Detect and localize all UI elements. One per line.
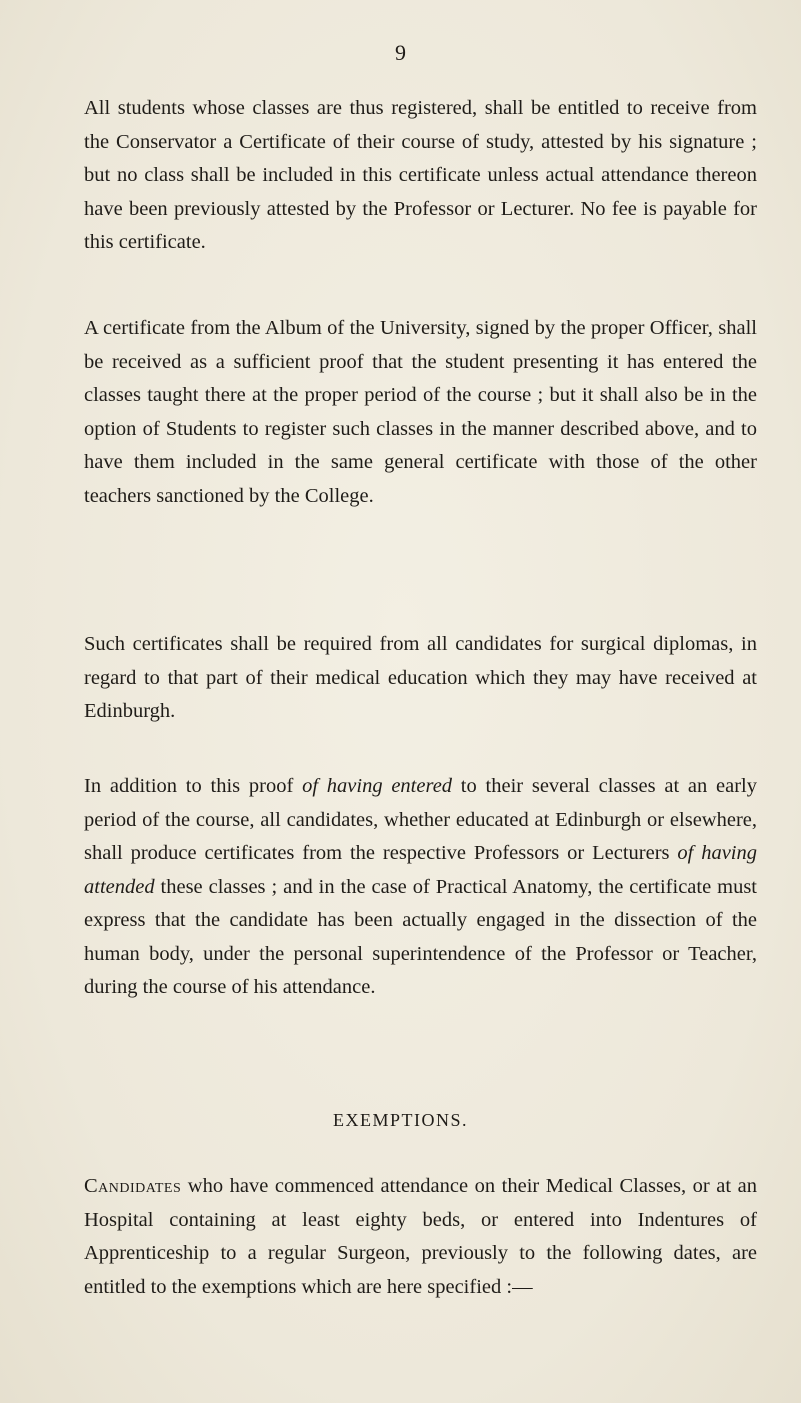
paragraph-attendance-proof-text [60,770,757,1005]
paragraph-registration-text: All students whose classes are thus registered, shall be entitled to receive from the Conservator a Certificate of their course of study, attested by his signature ; but no class shall be included in this certificate unless actual attendance thereon have been previously attested by the Professor or Lecturer. No fee is payable for this certificate. [84,97,757,253]
page-number: 9 [395,40,406,65]
paragraph-exemptions-text [60,1170,757,1304]
attendance-text-b: to their several classes at an early period of the course, all candidates, whether educated at Edinburgh or elsewhere, shall produce certificates from the respective Professors or Lecturers [84,775,757,864]
exemptions-text: who have commenced attendance on their Medical Classes, or at an Hospital containing at least eighty beds, or entered into Indentures of Apprenticeship to a regular Surgeon, previously to the following dates, are entitled to the exemptions which are here specified :— [84,1175,757,1298]
paragraph-album-certificate [60,312,757,513]
section-heading-exemptions: EXEMPTIONS. [332,1110,468,1130]
paragraph-surgical-diplomas [60,628,757,729]
paragraph-surgical-diplomas-text: Such certificates shall be required from all candidates for surgical diplomas, in regard to that part of their medical education which they may have received at Edinburgh. [84,633,757,722]
attendance-text-c: these classes ; and in the case of Practical Anatomy, the certificate must express that the candidate has been actually engaged in the dissection of the human body, under the personal superintendence of the Professor or Teacher, during the course of his attendance. [84,875,757,998]
paragraph-attendance-proof [60,770,757,1005]
paragraph-registration [60,92,757,260]
emphasis-having-attended: of having attended [84,842,757,898]
paragraph-album-certificate-text: A certificate from the Album of the University, signed by the proper Officer, shall be received as a sufficient proof that the student presenting it has entered the classes taught there at the proper period of the course ; but it shall also be in the option of Students to register such classes in the manner described above, and to have them included in the same general certificate with those of the other teachers sanctioned by the College. [84,317,757,507]
emphasis-having-entered: of having entered [302,775,453,797]
small-caps-candidates: Candidates [84,1175,182,1197]
paragraph-exemptions [60,1170,757,1304]
attendance-text-a: In addition to this proof [84,775,303,797]
